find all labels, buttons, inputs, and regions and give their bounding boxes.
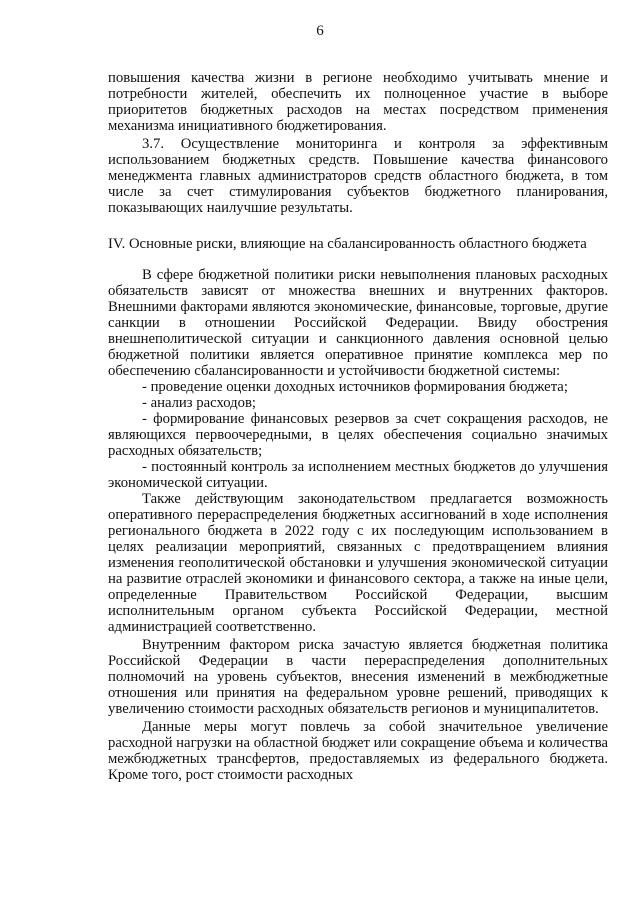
paragraph-measures: Данные меры могут повлечь за собой значительное увеличение расходной нагрузки на областной бюджет или сокращение объема и количества межбюджетных трансфертов, предоставляемых из федерального бюджета. Кроме того, рост стоимости расходных	[108, 719, 608, 783]
list-item-financial-reserves: - формирование финансовых резервов за счет сокращения расходов, не являющихся первоочередными, в целях обеспечения социально значимых расходных обязательств;	[108, 411, 608, 459]
page-number: 6	[316, 23, 324, 39]
list-item-expense-analysis: - анализ расходов;	[142, 395, 256, 411]
document-body	[108, 70, 608, 783]
paragraph-3-7: 3.7. Осуществление мониторинга и контроля за эффективным использованием бюджетных средств. Повышение качества финансового менеджмента главных администраторов средств областного бюджета, в том числе за счет стимулирования субъектов бюджетного планирования, показывающих наилучшие результаты.	[108, 136, 608, 216]
list-item-budget-control: - постоянный контроль за исполнением местных бюджетов до улучшения экономической ситуации.	[108, 459, 608, 491]
paragraph-legislation: Также действующим законодательством предлагается возможность оперативного перераспределения бюджетных ассигнований в ходе исполнения регионального бюджета в 2022 году с их последующим использованием в целях реализации мероприятий, связанных с предотвращением влияния изменения геополитической обстановки и улучшения экономической ситуации на развитие отраслей экономики и финансового сектора, а также на иные цели, определенные Правительством Российской Федерации, высшим исполнительным органом субъекта Российской Федерации, местной администрацией соответственно.	[108, 491, 608, 635]
list-item-revenue-assessment: - проведение оценки доходных источников формирования бюджета;	[142, 379, 568, 395]
paragraph-continuation: повышения качества жизни в регионе необходимо учитывать мнение и потребности жителей, обеспечить их полноценное участие в выборе приоритетов бюджетных расходов на местах посредством применения механизма инициативного бюджетирования.	[108, 70, 608, 134]
section-heading: IV. Основные риски, влияющие на сбалансированность областного бюджета	[108, 236, 587, 252]
paragraph-internal-factor: Внутренним фактором риска зачастую является бюджетная политика Российской Федерации в части перераспределения дополнительных полномочий на уровень субъектов, внесения изменений в межбюджетные отношения или принятия на федеральном уровне решений, приводящих к увеличению стоимости расходных обязательств регионов и муниципалитетов.	[108, 637, 608, 717]
paragraph-risks-intro: В сфере бюджетной политики риски невыполнения плановых расходных обязательств зависят от множества внешних и внутренних факторов. Внешними факторами являются экономические, финансовые, торговые, другие санкции в отношении Российской Федерации. Ввиду обострения внешнеполитической ситуации и санкционного давления основной целью бюджетной политики является оперативное принятие комплекса мер по обеспечению сбалансированности и устойчивости бюджетной системы:	[108, 267, 608, 379]
